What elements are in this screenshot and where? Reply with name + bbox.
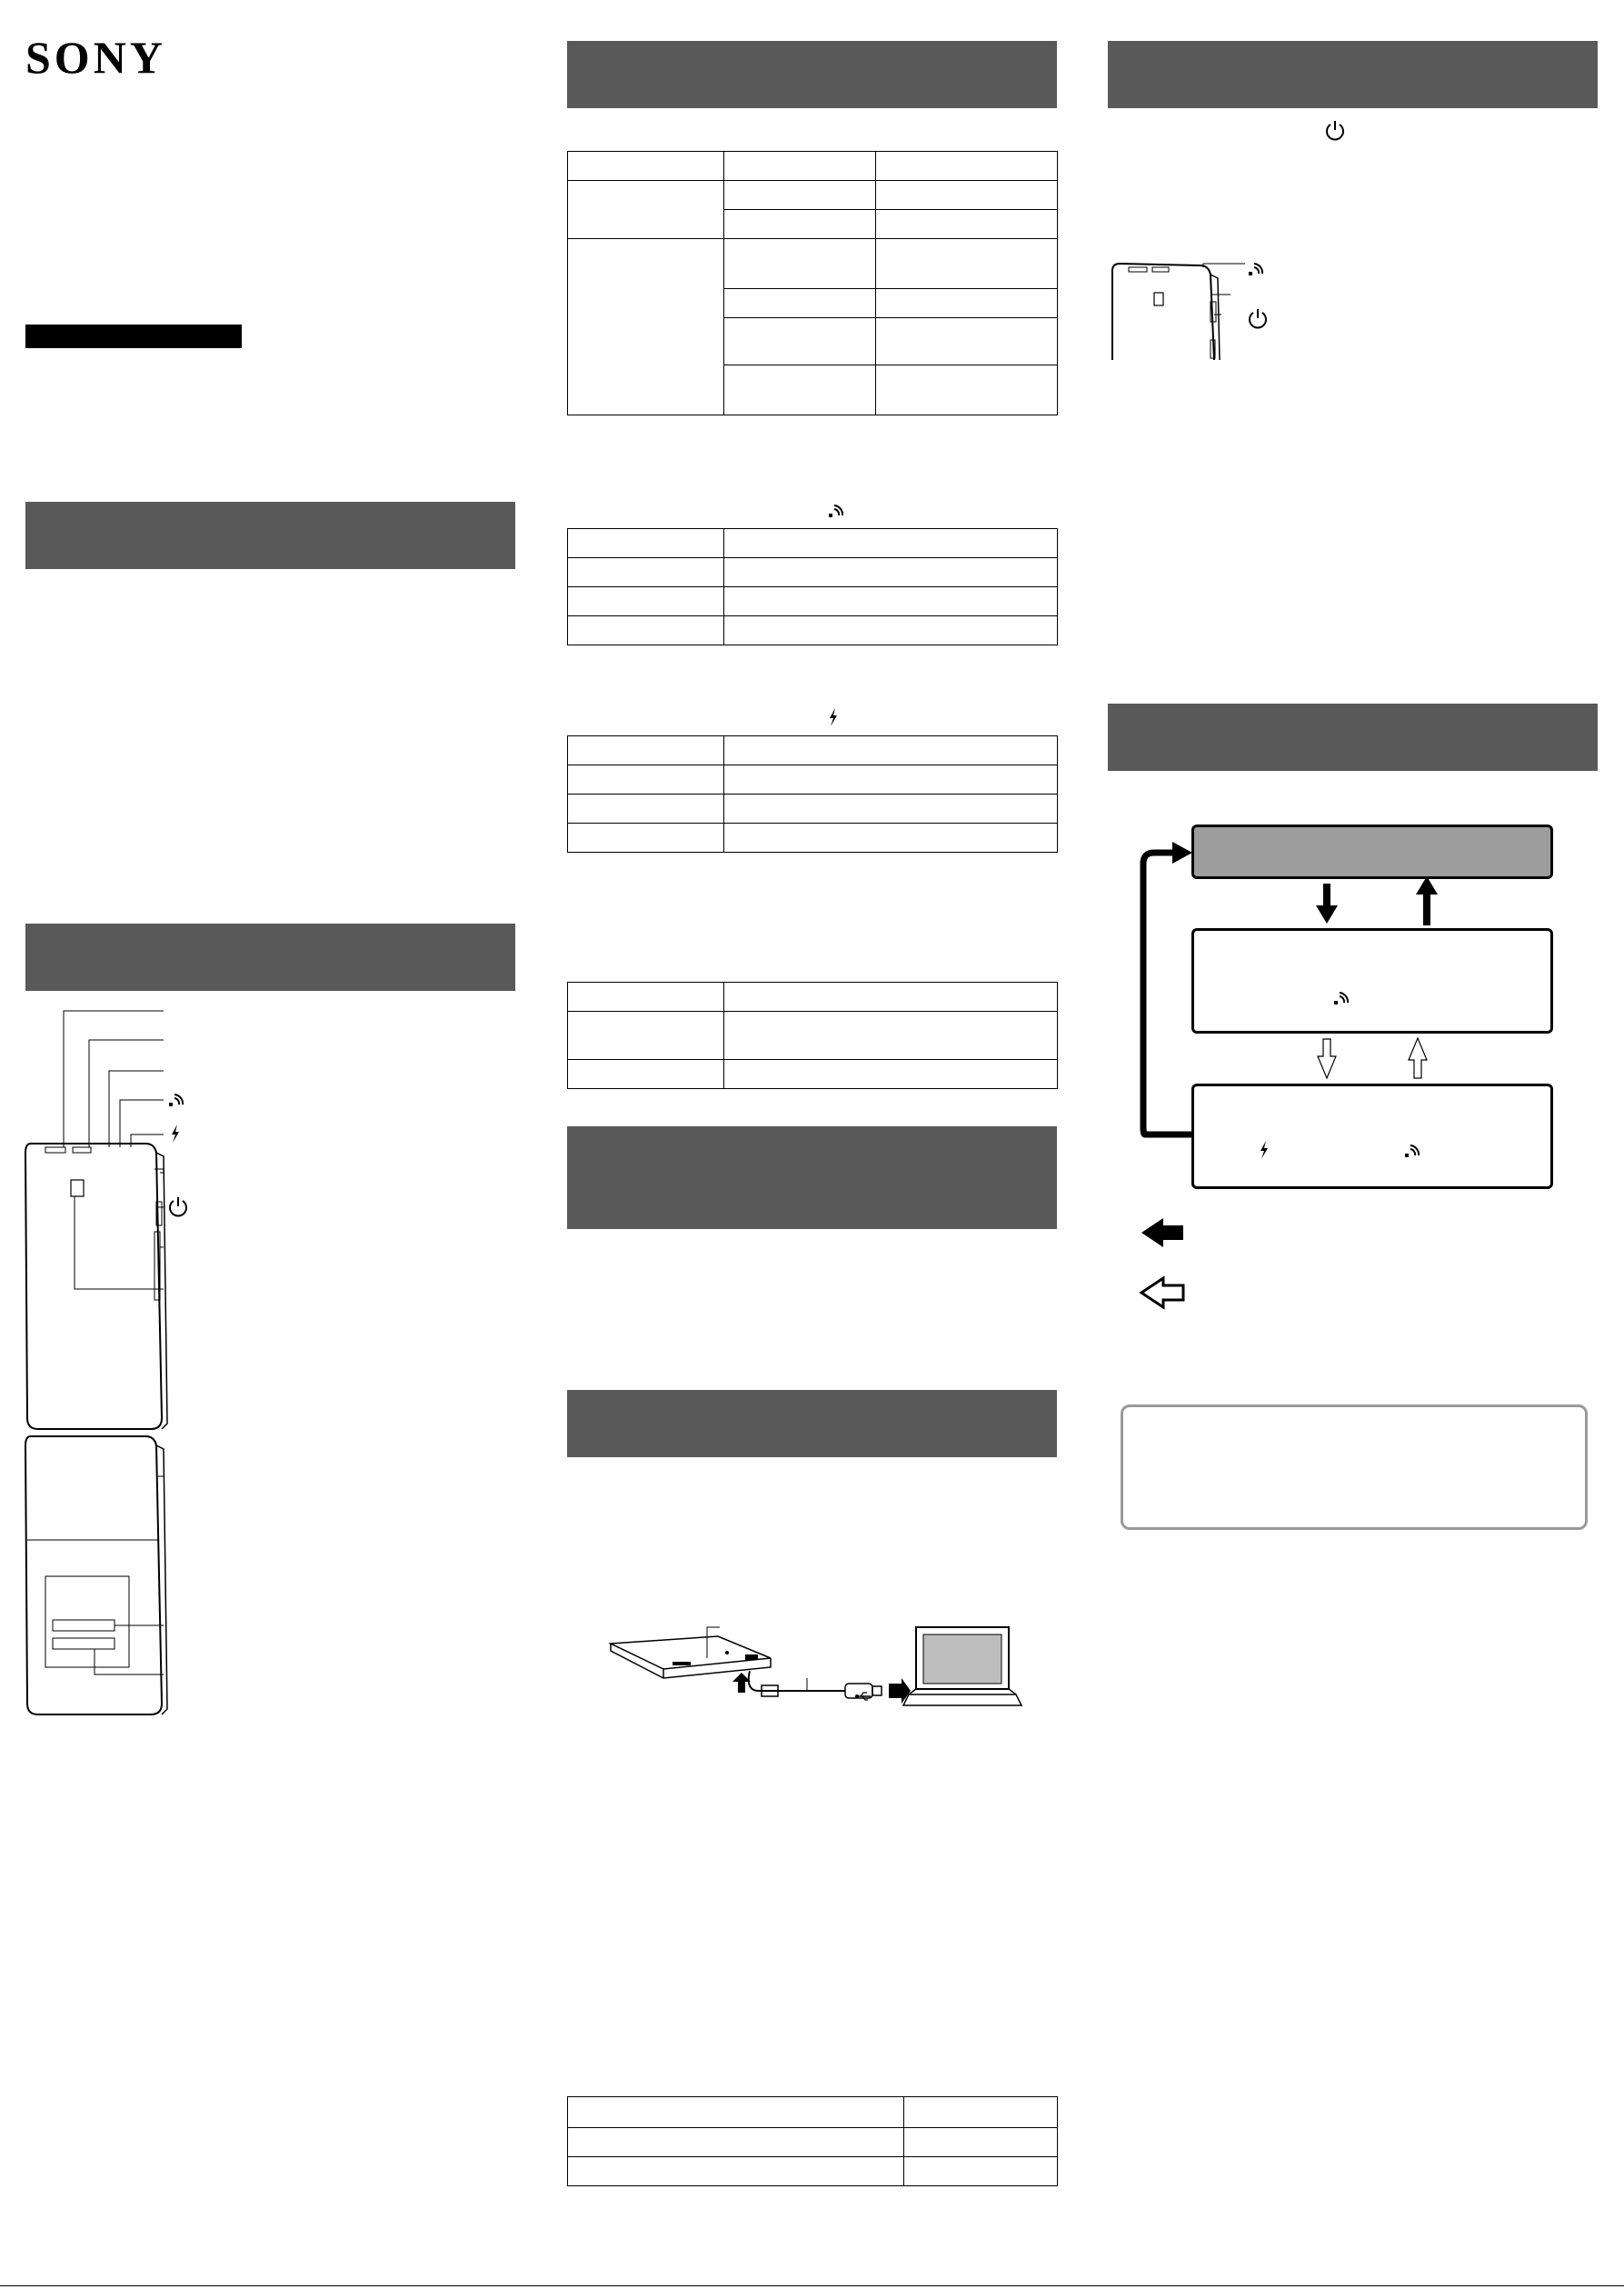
black-label-bar <box>25 325 242 348</box>
flow-arrows <box>1127 818 1554 1291</box>
section-header-left-1 <box>25 502 515 569</box>
usb-icon <box>854 1687 872 1705</box>
wireless-signal-icon <box>1247 260 1265 282</box>
spec-table-bottom <box>567 2096 1058 2186</box>
section-header-right-1 <box>1108 41 1598 108</box>
power-icon <box>1247 307 1269 333</box>
status-table-wireless <box>567 528 1058 645</box>
charge-bolt-icon <box>169 1124 182 1147</box>
section-header-mid-2 <box>567 1126 1057 1229</box>
power-icon <box>1324 119 1346 145</box>
status-table-charge <box>567 735 1058 853</box>
note-box <box>1121 1404 1588 1530</box>
section-header-right-2 <box>1108 704 1598 771</box>
section-header-mid-1 <box>567 41 1057 108</box>
wireless-signal-icon <box>1332 989 1350 1011</box>
section-header-left-2 <box>25 924 515 991</box>
sony-logo: SONY <box>25 32 166 83</box>
power-icon <box>167 1195 189 1221</box>
charge-bolt-icon <box>1258 1140 1270 1164</box>
spec-table-1 <box>567 151 1058 415</box>
device-corner-illustration <box>1109 258 1254 360</box>
status-table-3 <box>567 982 1058 1089</box>
device-back-illustration <box>18 1431 345 1731</box>
wireless-signal-icon <box>827 502 845 524</box>
wireless-signal-icon <box>167 1091 185 1113</box>
usb-charging-illustration <box>600 1618 1027 1745</box>
charge-bolt-icon <box>827 707 840 731</box>
page-bottom-rule <box>0 2285 1624 2286</box>
wireless-signal-icon <box>1403 1142 1421 1164</box>
section-header-mid-3 <box>567 1390 1057 1457</box>
